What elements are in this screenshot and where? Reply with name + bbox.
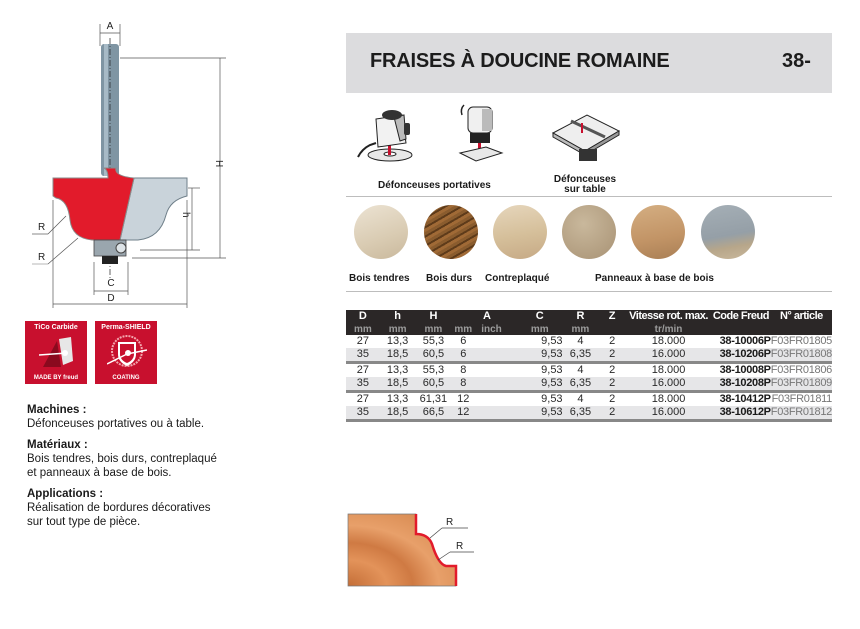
dim-R1-label: R — [38, 222, 46, 233]
router-table-icon — [551, 109, 621, 164]
unit-speed: tr/min — [626, 323, 711, 335]
cell-article: F03FR01811 — [771, 393, 832, 405]
table-row — [346, 406, 832, 421]
cell-code: 38-10008P — [719, 364, 771, 376]
cell-H: 60,5 — [415, 348, 451, 363]
cell-speed: 16.000 — [626, 406, 711, 421]
cell-A-inch — [475, 406, 517, 421]
units-row — [346, 323, 832, 335]
cell-R: 4 — [577, 393, 584, 405]
hardwood-swatch — [424, 205, 478, 259]
tico-carbide-badge — [25, 321, 87, 384]
col-h: h — [380, 310, 416, 323]
cell-H: 55,3 — [422, 335, 445, 347]
cell-C: 9,53 — [541, 364, 563, 376]
cell-Z: 2 — [598, 377, 626, 392]
plunge-router-icon — [354, 105, 416, 163]
hardwood-label: Bois durs — [426, 273, 473, 284]
cell-C: 9,53 — [517, 406, 563, 421]
cell-Z: 2 — [598, 348, 626, 363]
cell-h: 13,3 — [386, 335, 409, 347]
cell-A-mm: 6 — [460, 335, 467, 347]
tico-badge-bottom: MADE BY freud — [33, 375, 79, 381]
cell-speed: 18.000 — [651, 364, 686, 376]
melamine-swatch — [701, 205, 755, 259]
cell-H: 66,5 — [415, 406, 451, 421]
cell-h: 18,5 — [380, 406, 416, 421]
unit-Z — [598, 323, 626, 335]
machines-info — [27, 403, 267, 431]
table-row — [346, 348, 832, 363]
cell-C: 9,53 — [517, 377, 563, 392]
shield-icon — [107, 334, 147, 370]
cell-code: 38-10206P — [711, 348, 771, 363]
section-code: 38- — [782, 50, 811, 72]
cell-speed: 18.000 — [651, 393, 686, 405]
cell-Z: 2 — [609, 335, 616, 347]
title-banner — [346, 33, 832, 93]
cell-A-inch — [475, 392, 517, 407]
header-row — [346, 310, 832, 323]
cell-C: 9,53 — [517, 348, 563, 363]
cell-D: 35 — [346, 377, 380, 392]
table-row — [346, 363, 832, 378]
cell-A-inch — [475, 335, 517, 348]
cell-h: 13,3 — [386, 393, 409, 405]
col-C: C — [517, 310, 563, 323]
unit-h: mm — [380, 323, 416, 335]
cell-D: 35 — [346, 348, 380, 363]
cell-code: 38-10412P — [719, 393, 771, 405]
table-row — [346, 335, 832, 348]
cell-A-inch — [475, 377, 517, 392]
cell-A-inch — [475, 363, 517, 378]
mdf-swatch — [631, 205, 685, 259]
cell-R: 4 — [577, 364, 584, 376]
applications-text-1: Réalisation de bordures décoratives — [27, 502, 211, 514]
col-R: R — [563, 310, 599, 323]
profile-R2-label: R — [456, 541, 464, 552]
cell-A-mm: 8 — [460, 364, 467, 376]
unit-D: mm — [346, 323, 380, 335]
trim-router-icon — [456, 101, 506, 163]
dim-R2-label: R — [38, 252, 46, 263]
materials-text-2: et panneaux à base de bois. — [27, 467, 172, 479]
wood-panels-label: Panneaux à base de bois — [595, 273, 714, 284]
cell-D: 27 — [356, 335, 369, 347]
applications-text-2: sur tout type de pièce. — [27, 516, 141, 528]
table-routers-label-line2: sur table — [564, 184, 606, 195]
perma-badge-bottom: COATING — [112, 375, 140, 381]
perma-shield-badge — [95, 321, 157, 384]
cell-code: 38-10006P — [719, 335, 771, 347]
perma-badge-top: Perma-SHIELD — [101, 324, 151, 331]
table-row — [346, 377, 832, 392]
dim-C-label: C — [107, 278, 115, 289]
cell-D: 27 — [356, 364, 369, 376]
col-A-label: A — [483, 310, 491, 322]
cell-R: 6,35 — [563, 377, 599, 392]
table-routers-label-line1: Défonceuses — [553, 174, 617, 185]
particleboard-swatch — [562, 205, 616, 259]
dim-H-label: H — [213, 160, 224, 168]
cell-speed: 18.000 — [651, 335, 686, 347]
dim-D-label: D — [107, 293, 115, 304]
cell-article: F03FR01809 — [771, 377, 832, 392]
col-code: Code Freud — [712, 310, 769, 322]
cell-A-mm: 6 — [451, 348, 475, 363]
materials-section — [346, 197, 832, 292]
cell-C: 9,53 — [541, 393, 563, 405]
unit-code — [711, 323, 771, 335]
col-D: D — [346, 310, 380, 323]
col-article: N° article — [771, 310, 832, 323]
cell-R: 4 — [577, 335, 584, 347]
cell-h: 18,5 — [380, 377, 416, 392]
profile-R1-label: R — [446, 517, 454, 528]
dim-h-label: h — [180, 212, 191, 218]
applications-heading: Applications : — [27, 488, 104, 500]
portable-routers-label: Défonceuses portatives — [378, 180, 491, 191]
cut-profile-illustration — [346, 512, 476, 592]
unit-A-inch: inch — [475, 323, 517, 335]
cell-speed: 16.000 — [626, 377, 711, 392]
materials-info — [27, 438, 267, 480]
cell-C: 9,53 — [541, 335, 563, 347]
machines-text: Défonceuses portatives ou à table. — [27, 418, 205, 430]
cell-H: 60,5 — [415, 377, 451, 392]
cell-article: F03FR01806 — [770, 364, 832, 376]
cell-article: F03FR01812 — [771, 406, 832, 421]
softwood-swatch — [354, 205, 408, 259]
unit-C: mm — [517, 323, 563, 335]
plywood-swatch — [493, 205, 547, 259]
cell-code: 38-10612P — [711, 406, 771, 421]
cell-article: F03FR01805 — [770, 335, 832, 347]
product-info — [27, 403, 267, 536]
softwood-label: Bois tendres — [349, 273, 410, 284]
dim-A-label: A — [106, 21, 114, 32]
cell-H: 61,31 — [419, 393, 448, 405]
cell-Z: 2 — [609, 393, 616, 405]
plywood-label: Contreplaqué — [485, 273, 550, 284]
page-title: FRAISES À DOUCINE ROMAINE — [370, 50, 670, 72]
cell-R: 6,35 — [563, 406, 599, 421]
table-routers-label — [550, 175, 620, 195]
tico-badge-top: TiCo Carbide — [34, 324, 78, 331]
unit-A-mm: mm — [451, 323, 475, 335]
cell-A-mm: 12 — [451, 406, 475, 421]
applications-info — [27, 487, 267, 529]
table-row — [346, 392, 832, 407]
col-speed: Vitesse rot. max. — [626, 310, 711, 323]
machines-heading: Machines : — [27, 404, 87, 416]
cell-R: 6,35 — [563, 348, 599, 363]
materials-heading: Matériaux : — [27, 439, 88, 451]
col-H: H — [415, 310, 451, 323]
col-A — [451, 310, 517, 323]
cell-A-inch — [475, 348, 517, 363]
cell-Z: 2 — [598, 406, 626, 421]
materials-text-1: Bois tendres, bois durs, contreplaqué — [27, 453, 217, 465]
unit-H: mm — [415, 323, 451, 335]
cell-H: 55,3 — [422, 364, 445, 376]
cell-Z: 2 — [609, 364, 616, 376]
router-bit-drawing — [20, 10, 240, 310]
cell-h: 18,5 — [380, 348, 416, 363]
spec-table — [346, 310, 832, 422]
cell-article: F03FR01808 — [771, 348, 832, 363]
unit-article — [771, 323, 832, 335]
cell-code: 38-10208P — [711, 377, 771, 392]
cell-A-mm: 12 — [457, 393, 470, 405]
cell-h: 13,3 — [386, 364, 409, 376]
col-Z: Z — [598, 310, 626, 323]
cell-D: 35 — [346, 406, 380, 421]
cell-D: 27 — [356, 393, 369, 405]
carbide-tip-icon — [39, 335, 75, 369]
machines-section — [346, 97, 832, 197]
cell-A-mm: 8 — [451, 377, 475, 392]
cell-speed: 16.000 — [626, 348, 711, 363]
unit-R: mm — [563, 323, 599, 335]
